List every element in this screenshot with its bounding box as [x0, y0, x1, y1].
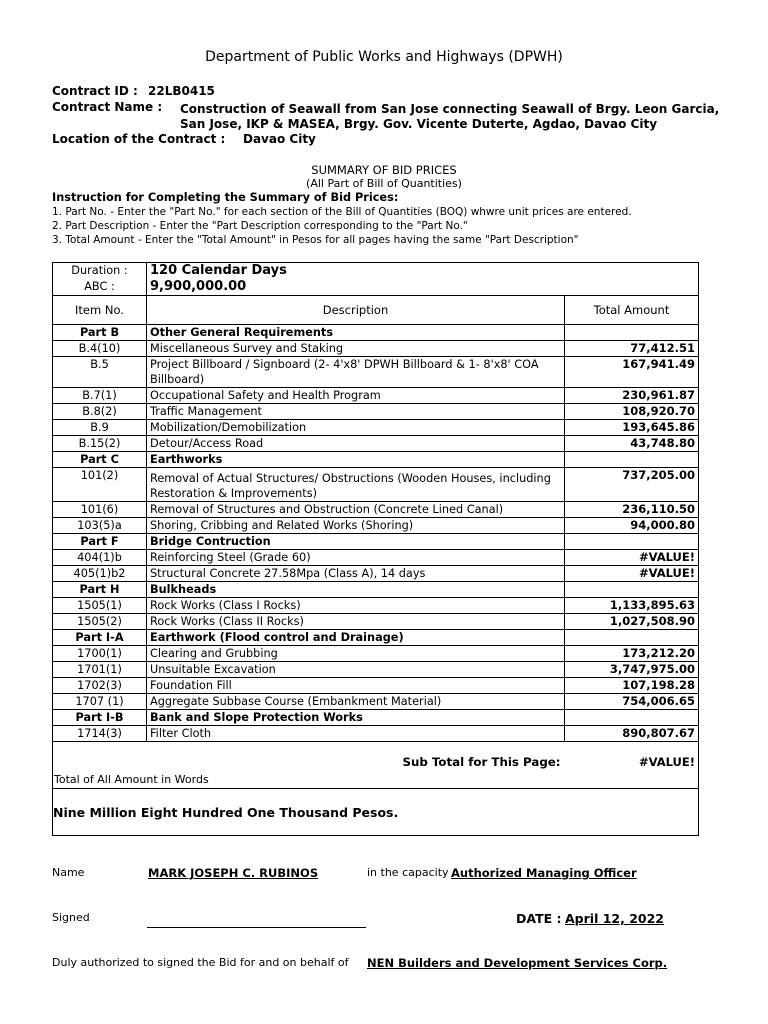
- description: Filter Cloth: [147, 726, 565, 742]
- capacity-value: Authorized Managing Officer: [451, 866, 637, 880]
- item-no: B.5: [53, 357, 147, 388]
- item-no: Part F: [53, 534, 147, 550]
- table-row: [53, 662, 699, 678]
- summary-subtitle: (All Part of Bill of Quantities): [306, 177, 462, 190]
- table-row: [53, 614, 699, 630]
- description: Other General Requirements: [147, 325, 565, 341]
- description: [147, 357, 565, 388]
- item-no: B.4(10): [53, 341, 147, 357]
- description: Traffic Management: [147, 404, 565, 420]
- item-no: 101(2): [53, 468, 147, 502]
- item-no: B.8(2): [53, 404, 147, 420]
- total-amount: 193,645.86: [565, 420, 699, 436]
- total-amount: 737,205.00: [565, 468, 699, 502]
- total-amount: [565, 630, 699, 646]
- table-row: [53, 404, 699, 420]
- capacity-label: in the capacity: [367, 866, 449, 879]
- total-amount: [565, 710, 699, 726]
- total-amount: 94,000.80: [565, 518, 699, 534]
- contract-name-label: Contract Name :: [52, 100, 163, 114]
- item-no: 1701(1): [53, 662, 147, 678]
- instruction-title: Instruction for Completing the Summary of Bid Prices:: [52, 191, 399, 204]
- item-no: 101(6): [53, 502, 147, 518]
- amount-in-words-label: Total of All Amount in Words: [54, 773, 209, 786]
- company-name: NEN Builders and Development Services Corp.: [367, 956, 668, 970]
- description: Removal of Structures and Obstruction (Concrete Lined Canal): [147, 502, 565, 518]
- duration-row: [53, 263, 699, 280]
- item-no: 1700(1): [53, 646, 147, 662]
- table-row: [53, 598, 699, 614]
- table-row: [53, 341, 699, 357]
- contract-id-value: 22LB0415: [148, 84, 215, 98]
- signatory-name: MARK JOSEPH C. RUBINOS: [148, 866, 319, 880]
- description: Miscellaneous Survey and Staking: [147, 341, 565, 357]
- item-no: Part I-B: [53, 710, 147, 726]
- total-amount: [565, 582, 699, 598]
- description: Earthworks: [147, 452, 565, 468]
- table-row: [53, 630, 699, 646]
- description: Mobilization/Demobilization: [147, 420, 565, 436]
- instruction-3: 3. Total Amount - Enter the "Total Amount" in Pesos for all pages having the same "Part Description": [52, 234, 579, 246]
- total-amount: 107,198.28: [565, 678, 699, 694]
- table-header-row: [53, 296, 699, 325]
- signed-label: Signed: [52, 911, 90, 924]
- item-no: 1505(1): [53, 598, 147, 614]
- table-row: [53, 582, 699, 598]
- abc-value: 9,900,000.00: [147, 279, 699, 296]
- description: Rock Works (Class II Rocks): [147, 614, 565, 630]
- date-label: DATE :: [516, 911, 562, 926]
- location-value: Davao City: [243, 132, 316, 146]
- description: Bulkheads: [147, 582, 565, 598]
- description-line2: Billboard): [150, 373, 205, 386]
- document-title: Department of Public Works and Highways (DPWH): [205, 49, 563, 65]
- item-no: 1505(2): [53, 614, 147, 630]
- item-no: 1707 (1): [53, 694, 147, 710]
- table-row: [53, 468, 699, 502]
- signature-line: [147, 927, 366, 928]
- table-row: [53, 388, 699, 404]
- description: Bridge Contruction: [147, 534, 565, 550]
- subtotal-cell: [53, 742, 565, 789]
- description: Clearing and Grubbing: [147, 646, 565, 662]
- item-no: 1702(3): [53, 678, 147, 694]
- total-amount: 1,133,895.63: [565, 598, 699, 614]
- table-row: [53, 726, 699, 742]
- total-amount: 3,747,975.00: [565, 662, 699, 678]
- subtotal-row: [53, 742, 699, 789]
- total-amount: 754,006.65: [565, 694, 699, 710]
- description: Occupational Safety and Health Program: [147, 388, 565, 404]
- total-amount: 77,412.51: [565, 341, 699, 357]
- total-amount: 108,920.70: [565, 404, 699, 420]
- col-amount-header: Total Amount: [565, 296, 699, 325]
- name-label: Name: [52, 866, 85, 879]
- item-no: Part I-A: [53, 630, 147, 646]
- item-no: B.9: [53, 420, 147, 436]
- total-amount: 167,941.49: [565, 357, 699, 388]
- table-row: [53, 502, 699, 518]
- contract-name-line1: Construction of Seawall from San Jose connecting Seawall of Brgy. Leon Garcia,: [180, 102, 720, 116]
- table-row: [53, 710, 699, 726]
- table-row: [53, 420, 699, 436]
- col-item-header: Item No.: [53, 296, 147, 325]
- item-no: Part H: [53, 582, 147, 598]
- description: Reinforcing Steel (Grade 60): [147, 550, 565, 566]
- subtotal-label: Sub Total for This Page:: [402, 755, 561, 769]
- location-label: Location of the Contract :: [52, 132, 226, 146]
- description-line2: Restoration & Improvements): [150, 487, 318, 500]
- total-amount: 173,212.20: [565, 646, 699, 662]
- contract-name-line2: San Jose, IKP & MASEA, Brgy. Gov. Vicente Duterte, Agdao, Davao City: [180, 117, 658, 131]
- description: Unsuitable Excavation: [147, 662, 565, 678]
- abc-row: [53, 279, 699, 296]
- description: Structural Concrete 27.58Mpa (Class A), 14 days: [147, 566, 565, 582]
- summary-title: SUMMARY OF BID PRICES: [311, 163, 457, 177]
- description: [147, 468, 565, 502]
- total-amount: 236,110.50: [565, 502, 699, 518]
- table-row: [53, 518, 699, 534]
- description: Detour/Access Road: [147, 436, 565, 452]
- item-no: B.7(1): [53, 388, 147, 404]
- table-row: [53, 566, 699, 582]
- item-no: 103(5)a: [53, 518, 147, 534]
- table-row: [53, 550, 699, 566]
- table-row: [53, 357, 699, 388]
- instruction-1: 1. Part No. - Enter the "Part No." for each section of the Bill of Quantities (BOQ) whwre unit prices are entered.: [52, 206, 632, 218]
- item-no: Part B: [53, 325, 147, 341]
- contract-id-label: Contract ID :: [52, 84, 138, 98]
- item-no: 404(1)b: [53, 550, 147, 566]
- duration-label: Duration :: [53, 263, 147, 280]
- item-no: 405(1)b2: [53, 566, 147, 582]
- total-amount: [565, 325, 699, 341]
- total-amount: 1,027,508.90: [565, 614, 699, 630]
- duration-value: 120 Calendar Days: [147, 263, 699, 280]
- description-line1: Removal of Actual Structures/ Obstructions (Wooden Houses, including: [150, 472, 551, 485]
- table-row: [53, 694, 699, 710]
- description-line1: Project Billboard / Signboard (2- 4'x8' DPWH Billboard & 1- 8'x8' COA: [150, 358, 539, 371]
- description: Aggregate Subbase Course (Embankment Material): [147, 694, 565, 710]
- col-description-header: Description: [147, 296, 565, 325]
- total-amount: 43,748.80: [565, 436, 699, 452]
- description: Shoring, Cribbing and Related Works (Shoring): [147, 518, 565, 534]
- authorized-label: Duly authorized to signed the Bid for and on behalf of: [52, 956, 349, 969]
- bid-summary-table: [52, 262, 699, 836]
- table-row: [53, 678, 699, 694]
- date-value: April 12, 2022: [565, 911, 664, 926]
- description: Rock Works (Class I Rocks): [147, 598, 565, 614]
- abc-label: ABC :: [53, 279, 147, 296]
- total-amount: #VALUE!: [565, 550, 699, 566]
- total-amount: #VALUE!: [565, 566, 699, 582]
- table-row: [53, 325, 699, 341]
- amount-in-words-row: [53, 789, 699, 836]
- total-amount: [565, 452, 699, 468]
- item-no: Part C: [53, 452, 147, 468]
- table-row: [53, 436, 699, 452]
- table-row: [53, 646, 699, 662]
- table-row: [53, 452, 699, 468]
- total-amount: 230,961.87: [565, 388, 699, 404]
- description: Earthwork (Flood control and Drainage): [147, 630, 565, 646]
- subtotal-value: #VALUE!: [565, 742, 699, 789]
- instruction-2: 2. Part Description - Enter the "Part Description corresponding to the "Part No.": [52, 220, 468, 232]
- item-no: B.15(2): [53, 436, 147, 452]
- item-no: 1714(3): [53, 726, 147, 742]
- table-row: [53, 534, 699, 550]
- total-amount: 890,807.67: [565, 726, 699, 742]
- total-amount: [565, 534, 699, 550]
- description: Bank and Slope Protection Works: [147, 710, 565, 726]
- amount-in-words-value: Nine Million Eight Hundred One Thousand Pesos.: [53, 789, 699, 836]
- description: Foundation Fill: [147, 678, 565, 694]
